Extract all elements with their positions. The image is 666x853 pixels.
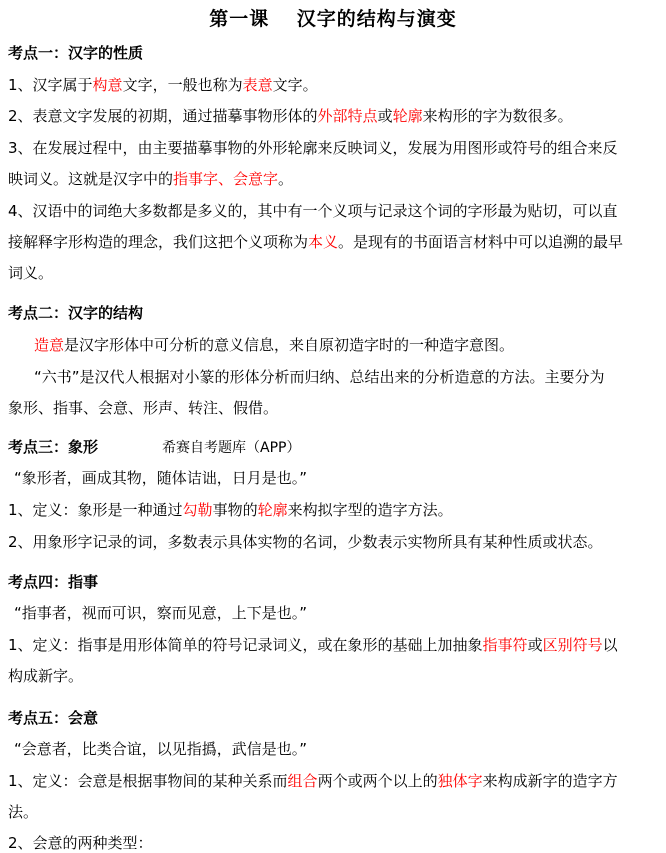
- text: 来构拟字型的造字方法。: [287, 501, 453, 519]
- paragraph-line: “六书”是汉代人根据对小篆的形体分析而归纳、总结出来的分析造意的方法。主要分为: [34, 368, 605, 386]
- paragraph-line: 词义。: [8, 264, 54, 282]
- section-heading-3: [8, 436, 300, 457]
- highlight-text: 独体字: [437, 772, 483, 790]
- paragraph: [8, 105, 573, 126]
- text: 。是现有的书面语言材料中可以追溯的最早: [338, 233, 624, 251]
- highlight-text: 组合: [287, 772, 318, 790]
- paragraph-line: 4、汉语中的词绝大多数都是多义的，其中有一个义项与记录这个词的字形最为贴切，可以直: [8, 202, 618, 220]
- highlight-text: 指事字、会意字: [173, 170, 279, 188]
- text: 来构形的字为数很多。: [422, 107, 573, 125]
- highlight-text: 轮廓: [392, 107, 423, 125]
- text: 1、定义：象形是一种通过: [8, 501, 183, 519]
- text: 映词义。这就是汉字中的: [8, 170, 174, 188]
- text: 是汉字形体中可分析的意义信息，来自原初造字时的一种造字意图。: [64, 336, 515, 354]
- text: 或: [377, 107, 393, 125]
- text: 1、汉字属于: [8, 76, 93, 94]
- highlight-text: 本义: [308, 233, 339, 251]
- highlight-text: 外部特点: [317, 107, 378, 125]
- watermark-text: 希赛自考题库（APP）: [162, 440, 301, 456]
- paragraph-line: 2、用象形字记录的词，多数表示具体实物的名词，少数表示实物所具有某种性质或状态。: [8, 533, 603, 551]
- highlight-text: 指事符: [482, 636, 528, 654]
- paragraph: [8, 770, 618, 791]
- paragraph-line: 3、在发展过程中，由主要描摹事物的外形轮廓来反映词义，发展为用图形或符号的组合来反: [8, 139, 618, 157]
- section-heading-4: 考点四：指事: [8, 573, 99, 591]
- paragraph-line: 2、会意的两种类型：: [8, 834, 153, 852]
- text: 接解释字形构造的理念，我们这把个义项称为: [8, 233, 309, 251]
- heading-text: 考点三：象形: [8, 438, 99, 456]
- paragraph: [8, 168, 293, 189]
- paragraph-line: 象形、指事、会意、形声、转注、假借。: [8, 399, 279, 417]
- text: 事物的: [212, 501, 258, 519]
- highlight-text: 表意: [242, 76, 273, 94]
- text: 1、定义：会意是根据事物间的某种关系而: [8, 772, 288, 790]
- text: 来构成新字的造字方: [482, 772, 618, 790]
- paragraph: [8, 74, 318, 95]
- text: 文字。: [272, 76, 318, 94]
- highlight-text: 造意: [34, 336, 65, 354]
- quote: “会意者，比类合谊，以见指撝，武信是也。”: [14, 740, 308, 758]
- section-heading-2: 考点二：汉字的结构: [8, 304, 144, 322]
- paragraph-line: 构成新字。: [8, 667, 84, 685]
- page-title: 第一课 汉字的结构与演变: [209, 8, 457, 30]
- highlight-text: 区别符号: [542, 636, 603, 654]
- text: 2、表意文字发展的初期，通过描摹事物形体的: [8, 107, 318, 125]
- paragraph: [8, 634, 618, 655]
- highlight-text: 构意: [92, 76, 123, 94]
- highlight-text: 勾勒: [182, 501, 213, 519]
- text: 以: [602, 636, 618, 654]
- paragraph: [8, 231, 623, 252]
- highlight-text: 轮廓: [257, 501, 288, 519]
- section-heading-1: 考点一：汉字的性质: [8, 44, 144, 62]
- paragraph: [8, 499, 453, 520]
- quote: “象形者，画成其物，随体诘诎，日月是也。”: [14, 469, 308, 487]
- paragraph: [34, 334, 514, 355]
- text: 1、定义：指事是用形体简单的符号记录词义，或在象形的基础上加抽象: [8, 636, 483, 654]
- section-heading-5: 考点五：会意: [8, 709, 99, 727]
- text: 。: [278, 170, 294, 188]
- text: 或: [527, 636, 543, 654]
- paragraph-line: 法。: [8, 803, 39, 821]
- text: 文字，一般也称为: [122, 76, 243, 94]
- quote: “指事者，视而可识，察而见意，上下是也。”: [14, 604, 308, 622]
- text: 两个或两个以上的: [317, 772, 438, 790]
